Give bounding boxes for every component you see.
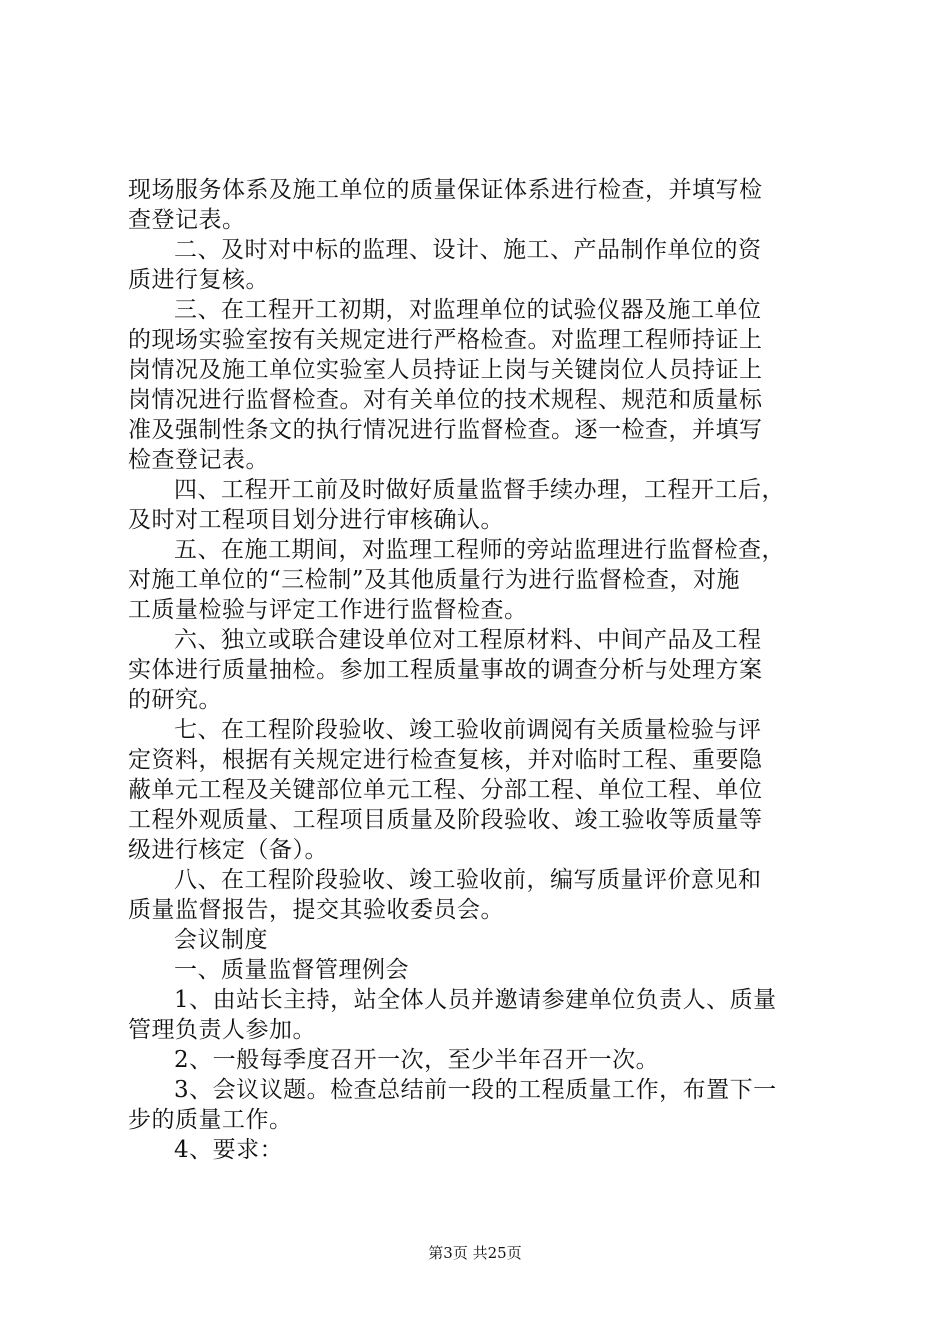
- document-body: [128, 175, 828, 1165]
- text-line: 检查登记表。: [128, 447, 269, 473]
- text-line: 的现场实验室按有关规定进行严格检查。对监理工程师持证上: [128, 327, 763, 353]
- text-line: 一、质量监督管理例会: [174, 957, 409, 983]
- text-line: 对施工单位的“三检制”及其他质量行为进行监督检查，对施: [128, 567, 741, 593]
- text-line: 工程外观质量、工程项目质量及阶段验收、竣工验收等质量等: [128, 807, 763, 833]
- text-line: 五、在施工期间，对监理工程师的旁站监理进行监督检查，: [174, 537, 785, 563]
- text-line: 查登记表。: [128, 207, 246, 233]
- text-line: 七、在工程阶段验收、竣工验收前调阅有关质量检验与评: [174, 717, 762, 743]
- text-line: 蔽单元工程及关键部位单元工程、分部工程、单位工程、单位: [128, 777, 763, 803]
- text-line: 1、由站长主持，站全体人员并邀请参建单位负责人、质量: [174, 987, 777, 1013]
- text-line: 级进行核定（备）。: [128, 837, 328, 863]
- text-line: 岗情况进行监督检查。对有关单位的技术规程、规范和质量标: [128, 387, 763, 413]
- page-footer: 第3页 共25页: [428, 1244, 522, 1262]
- text-line: 及时对工程项目划分进行审核确认。: [128, 507, 504, 533]
- text-line: 现场服务体系及施工单位的质量保证体系进行检查，并填写检: [128, 177, 763, 203]
- text-line: 岗情况及施工单位实验室人员持证上岗与关键岗位人员持证上: [128, 357, 763, 383]
- text-line: 六、独立或联合建设单位对工程原材料、中间产品及工程: [174, 627, 762, 653]
- text-line: 2、一般每季度召开一次，至少半年召开一次。: [174, 1047, 660, 1073]
- text-line: 准及强制性条文的执行情况进行监督检查。逐一检查，并填写: [128, 417, 763, 443]
- text-line: 质进行复核。: [128, 267, 269, 293]
- text-line: 八、在工程阶段验收、竣工验收前，编写质量评价意见和: [174, 867, 762, 893]
- text-line: 四、工程开工前及时做好质量监督手续办理，工程开工后，: [174, 477, 785, 503]
- text-line: 实体进行质量抽检。参加工程质量事故的调查分析与处理方案: [128, 657, 763, 683]
- text-line: 会议制度: [174, 927, 268, 953]
- text-line: 管理负责人参加。: [128, 1017, 316, 1043]
- text-line: 的研究。: [128, 687, 222, 713]
- text-line: 步的质量工作。: [128, 1107, 293, 1133]
- text-line: 三、在工程开工初期，对监理单位的试验仪器及施工单位: [174, 297, 762, 323]
- text-line: 定资料，根据有关规定进行检查复核，并对临时工程、重要隐: [128, 747, 763, 773]
- text-line: 3、会议议题。检查总结前一段的工程质量工作，布置下一: [174, 1077, 777, 1103]
- text-line: 二、及时对中标的监理、设计、施工、产品制作单位的资: [174, 237, 762, 263]
- text-line: 4、要求：: [174, 1137, 284, 1163]
- text-line: 工质量检验与评定工作进行监督检查。: [128, 597, 528, 623]
- text-line: 质量监督报告，提交其验收委员会。: [128, 897, 504, 923]
